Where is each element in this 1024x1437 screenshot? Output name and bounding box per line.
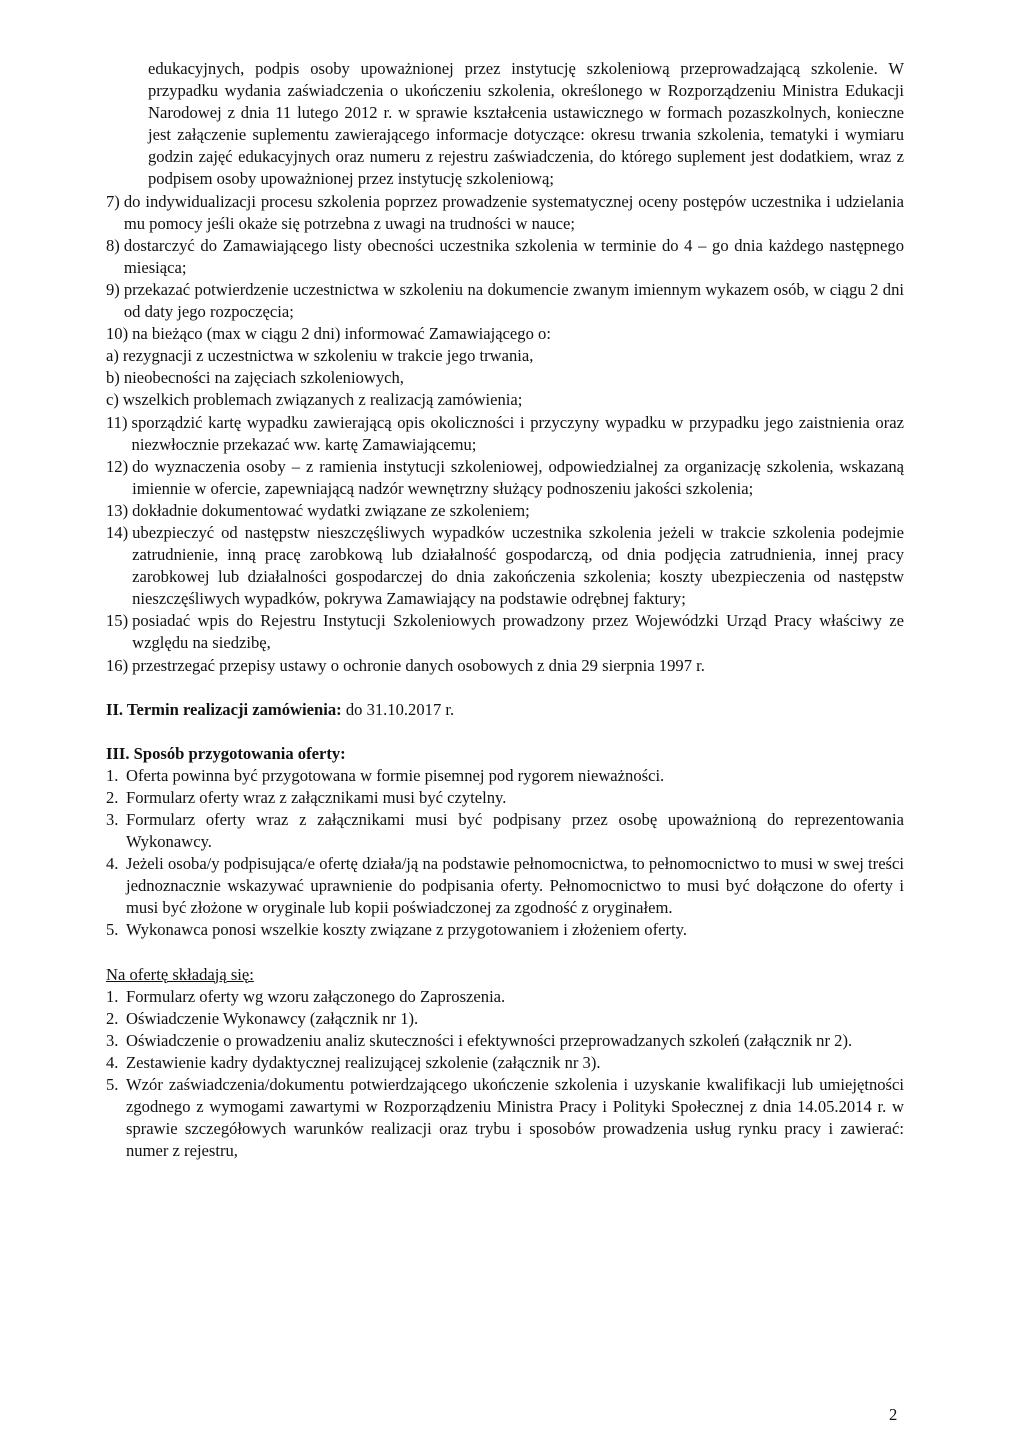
list-item [106,1074,904,1162]
components-list [106,986,904,1163]
section-3-label: III. Sposób przygotowania oferty: [106,743,346,763]
list-item [106,367,904,389]
item-number: 2. [106,787,119,807]
item-number: 9) [106,279,120,299]
item-letter: b) [106,368,120,388]
item-number: 12) [106,456,129,476]
item-number: 4. [106,1052,119,1072]
item-text: Jeżeli osoba/y podpisująca/e ofertę działa/ją na podstawie pełnomocnictwa, to pełnomocnictwo to musi w swej treści jednoznacznie wskazywać uprawnienie do podpisania oferty. Pełnomocnictwo to musi być dołączone do oferty i musi być złożone w oryginale lub kopii poświadczonej za zgodność z oryginałem. [126,854,904,918]
list-item [106,853,904,919]
list-item [106,1008,904,1030]
list-item [106,809,904,853]
list-item [106,986,904,1008]
item-text: posiadać wpis do Rejestru Instytucji Szkoleniowych prowadzony przez Wojewódzki Urząd Pracy właściwy ze względu na siedzibę, [132,611,904,653]
list-item [106,1052,904,1074]
item-text: Oświadczenie o prowadzeniu analiz skuteczności i efektywności przeprowadzanych szkoleń (załącznik nr 2). [126,1030,853,1050]
item-number: 5. [106,920,119,940]
document-body [106,58,904,1162]
list-item [106,345,904,367]
item-text: Wykonawca ponosi wszelkie koszty związane z przygotowaniem i złożeniem oferty. [126,920,687,940]
item-number: 2. [106,1008,119,1028]
item-text: Formularz oferty wg wzoru załączonego do Zaproszenia. [126,986,506,1006]
list-item [106,610,904,654]
item-number: 11) [106,412,128,432]
sub-items-list [106,345,904,411]
list-item [106,500,904,522]
item-text: do wyznaczenia osoby – z ramienia instytucji szkoleniowej, odpowiedzialnej za organizację szkolenia, wskazaną imiennie w ofercie, zapewniającą nadzór wewnętrzny służący podnoszeniu jakości szkolenia; [132,456,904,498]
item-number: 16) [106,655,129,675]
list-item [106,1030,904,1052]
item-text: Oferta powinna być przygotowana w formie pisemnej pod rygorem nieważności. [126,765,665,785]
item-text: rezygnacji z uczestnictwa w szkoleniu w trakcie jego trwania, [122,346,534,366]
list-item [106,655,904,677]
components-heading: Na ofertę składają się: [106,964,254,984]
item-text: Zestawienie kadry dydaktycznej realizującej szkolenie (załącznik nr 3). [126,1052,601,1072]
list-item [106,389,904,411]
item-text: do indywidualizacji procesu szkolenia poprzez prowadzenie systematycznej oceny postępów uczestnika i udzielania mu pomocy jeśli okaże się potrzebna z uwagi na trudności w nauce; [123,191,904,233]
obligations-list [106,191,904,346]
page-number: 2 [889,1405,898,1424]
item-text: Formularz oferty wraz z załącznikami musi być czytelny. [126,787,507,807]
item-text: dokładnie dokumentować wydatki związane ze szkoleniem; [132,500,530,520]
item-number: 15) [106,611,129,631]
item-number: 1. [106,765,119,785]
obligations-list-continued [106,412,904,677]
item-number: 8) [106,235,120,255]
list-item [106,456,904,500]
item-number: 10) [106,324,129,344]
section-2-heading [106,699,904,721]
list-item [106,919,904,941]
list-item [106,191,904,235]
list-item [106,279,904,323]
item-text: sporządzić kartę wypadku zawierającą opis okoliczności i przyczyny wypadku w przypadku jego zaistnienia oraz niezwłocznie przekazać ww. kartę Zamawiającemu; [131,412,904,454]
item-text: na bieżąco (max w ciągu 2 dni) informować Zamawiającego o: [132,324,551,344]
item-letter: a) [106,346,119,366]
section-2-value: do 31.10.2017 r. [341,699,455,719]
list-item [106,522,904,610]
item-text: wszelkich problemach związanych z realizacją zamówienia; [122,390,523,410]
item-number: 14) [106,522,129,542]
item-text: przekazać potwierdzenie uczestnictwa w szkoleniu na dokumencie zwanym imiennym wykazem osób, w ciągu 2 dni od daty jego rozpoczęcia; [123,279,904,322]
item-letter: c) [106,390,119,410]
list-item [106,412,904,456]
item-number: 13) [106,500,129,520]
item-text: Formularz oferty wraz z załącznikami musi być podpisany przez osobę upoważnioną do reprezentowania Wykonawcy. [126,810,904,852]
item-number: 3. [106,810,119,829]
item-number: 1. [106,986,119,1006]
list-item [106,323,904,345]
item-number: 5. [106,1075,119,1095]
item-number: 7) [106,191,120,211]
intro-paragraph: edukacyjnych, podpis osoby upoważnionej przez instytucję szkoleniową przeprowadzającą szkolenie. W przypadku wydania zaświadczenia o ukończeniu szkolenia, określonego w Rozporządzeniu Ministra Edukacji Narodowej z dnia 11 lutego 2012 r. w sprawie kształcenia ustawicznego w formach pozaszkolnych, konieczne jest załączenie suplementu zawierającego informacje dotyczące: okresu trwania szkolenia, tematyki i wymiaru godzin zajęć edukacyjnych oraz numeru z rejestru zaświadczenia, do którego suplement jest dodatkiem, wraz z podpisem osoby upoważnionej przez instytucję szkoleniową; [148,59,904,189]
section-3-heading [106,743,904,765]
list-item [106,787,904,809]
offer-rules-list [106,765,904,942]
item-text: Oświadczenie Wykonawcy (załącznik nr 1). [126,1008,419,1028]
item-text: ubezpieczyć od następstw nieszczęśliwych wypadków uczestnika szkolenia jeżeli w trakcie szkolenia podejmie zatrudnienie, inną pracę zarobkową lub działalność gospodarczą, od dnia podjęcia zatrudnienia, innej pracy zarobkowej lub działalności gospodarczej do dnia zakończenia szkolenia; koszty ubezpieczenia od następstw nieszczęśliwych wypadków, pokrywa Zamawiający na podstawie odrębnej faktury; [132,522,904,609]
list-item [106,765,904,787]
item-number: 3. [106,1030,119,1050]
item-text: nieobecności na zajęciach szkoleniowych, [123,368,404,388]
item-text: Wzór zaświadczenia/dokumentu potwierdzającego ukończenie szkolenia i uzyskanie kwalifikacji lub umiejętności zgodnego z wymogami zawartymi w Rozporządzeniu Ministra Pracy i Polityki Społecznej z dnia 14.05.2014 r. w sprawie szczegółowych warunków realizacji oraz trybu i sposobów prowadzenia usług rynku pracy i zawierać: numer z rejestru, [126,1075,904,1161]
section-2-label: II. Termin realizacji zamówienia: [106,699,342,719]
list-item [106,235,904,279]
item-text: przestrzegać przepisy ustawy o ochronie danych osobowych z dnia 29 sierpnia 1997 r. [132,655,705,675]
item-number: 4. [106,854,119,874]
item-text: dostarczyć do Zamawiającego listy obecności uczestnika szkolenia w terminie do 4 – go dnia każdego następnego miesiąca; [123,235,904,277]
